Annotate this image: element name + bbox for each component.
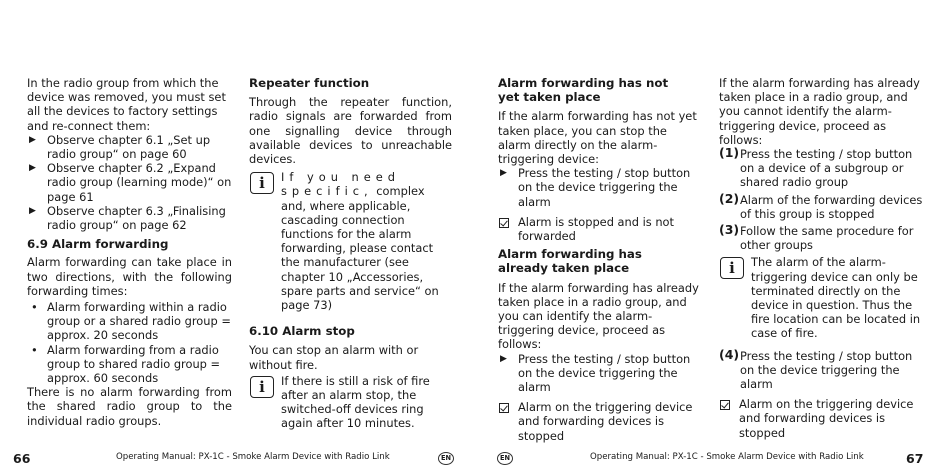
triangle-bullet-icon: ▶ xyxy=(29,163,36,174)
list-item: • Alarm forwarding within a radio group or a shared radio group = approx. 20 seconds xyxy=(31,300,231,343)
triangle-bullet-icon: ▶ xyxy=(29,134,36,145)
page-number-left: 66 xyxy=(13,451,31,466)
section-heading: 6.10 Alarm stop xyxy=(249,324,355,339)
paragraph: If the alarm forwarding has already taken place in a radio group, and you can identify the alarm-triggering device, proceed as follows: xyxy=(498,280,699,352)
paragraph: Through the repeater function, radio signals are forwarded from one signalling device through available devices to unreachable devices. xyxy=(249,95,452,167)
footer-text-right: Operating Manual: PX-1C - Smoke Alarm Device with Radio Link xyxy=(590,452,864,462)
list-item: ▶ Observe chapter 6.2 „Expand radio group (learning mode)“ on page 61 xyxy=(29,161,232,204)
triangle-bullet-icon: ▶ xyxy=(500,353,507,364)
checkbox-icon xyxy=(499,403,509,413)
info-icon: i xyxy=(250,172,274,194)
section-heading: 6.9 Alarm forwarding xyxy=(27,237,169,252)
result-item: Alarm on the triggering device and forwarding devices is stopped xyxy=(719,397,925,440)
numbered-item: (2) Alarm of the forwarding devices of this group is stopped xyxy=(719,190,923,221)
section-heading: Alarm forwarding has not yet taken place xyxy=(498,76,669,105)
numbered-item: (1) Press the testing / stop button on a device of a subgroup or shared radio group xyxy=(719,145,913,190)
checkbox-icon xyxy=(499,218,509,228)
language-badge-right: EN xyxy=(497,452,513,465)
triangle-bullet-icon: ▶ xyxy=(500,168,507,179)
result-item: Alarm is stopped and is not forwarded xyxy=(498,215,702,243)
bullet-icon: • xyxy=(31,300,38,315)
paragraph: If the alarm forwarding has already taken place in a radio group, and you cannot identify the alarm-triggering device, proceed as follows: xyxy=(719,76,920,147)
info-note: i If you need specific, complex and, where applicable, cascading connection functions for the alarm forwarding, please contact the manufacturer (see chapter 10 „Accessories, spare parts and service“ on page 73) xyxy=(249,170,452,312)
info-icon: i xyxy=(720,257,744,279)
paragraph: There is no alarm forwarding from the shared radio group to the individual radio groups. xyxy=(27,385,232,428)
result-item: Alarm on the triggering device and forwarding devices is stopped xyxy=(498,400,702,443)
page-number-right: 67 xyxy=(906,451,924,466)
list-item: ▶ Observe chapter 6.1 „Set up radio group“ on page 60 xyxy=(29,132,211,162)
info-note: i The alarm of the alarm-triggering device can only be terminated directly on the device in question. Thus the fire location can be located in case of fire. xyxy=(719,255,925,340)
list-item: ▶ Press the testing / stop button on the device triggering the alarm xyxy=(500,351,691,395)
left-column-1 xyxy=(27,76,232,428)
checkbox-icon xyxy=(720,400,730,410)
section-heading: Repeater function xyxy=(249,76,370,90)
intro-paragraph: In the radio group from which the device was removed, you must set all the devices to factory settings and re-connect them: xyxy=(27,76,226,133)
info-icon: i xyxy=(250,376,274,398)
paragraph: Alarm forwarding can take place in two directions, with the following forwarding times: xyxy=(27,255,232,298)
list-item: ▶ Observe chapter 6.3 „Finalising radio group“ on page 62 xyxy=(29,203,226,233)
footer-text-left: Operating Manual: PX-1C - Smoke Alarm Device with Radio Link xyxy=(116,452,390,462)
info-note: i If there is still a risk of fire after an alarm stop, the switched-off devices ring again after 10 minutes. xyxy=(249,374,452,431)
right-column-2 xyxy=(719,76,925,440)
list-item: • Alarm forwarding from a radio group to shared radio group = approx. 60 seconds xyxy=(31,342,221,386)
numbered-item: (4) Press the testing / stop button on the device triggering the alarm xyxy=(719,346,913,392)
triangle-bullet-icon: ▶ xyxy=(29,205,36,216)
language-badge-left: EN xyxy=(438,452,454,465)
bullet-icon: • xyxy=(31,342,38,357)
left-column-2 xyxy=(249,76,452,431)
paragraph: If the alarm forwarding has not yet taken place, you can stop the alarm directly on the alarm-triggering device: xyxy=(498,109,697,167)
section-heading: Alarm forwarding has already taken place xyxy=(498,247,642,276)
list-item: ▶ Press the testing / stop button on the device triggering the alarm xyxy=(500,166,691,209)
numbered-item: (3) Follow the same procedure for other groups xyxy=(719,222,914,253)
right-column-1 xyxy=(498,76,702,443)
paragraph: You can stop an alarm with or without fire. xyxy=(249,343,419,372)
